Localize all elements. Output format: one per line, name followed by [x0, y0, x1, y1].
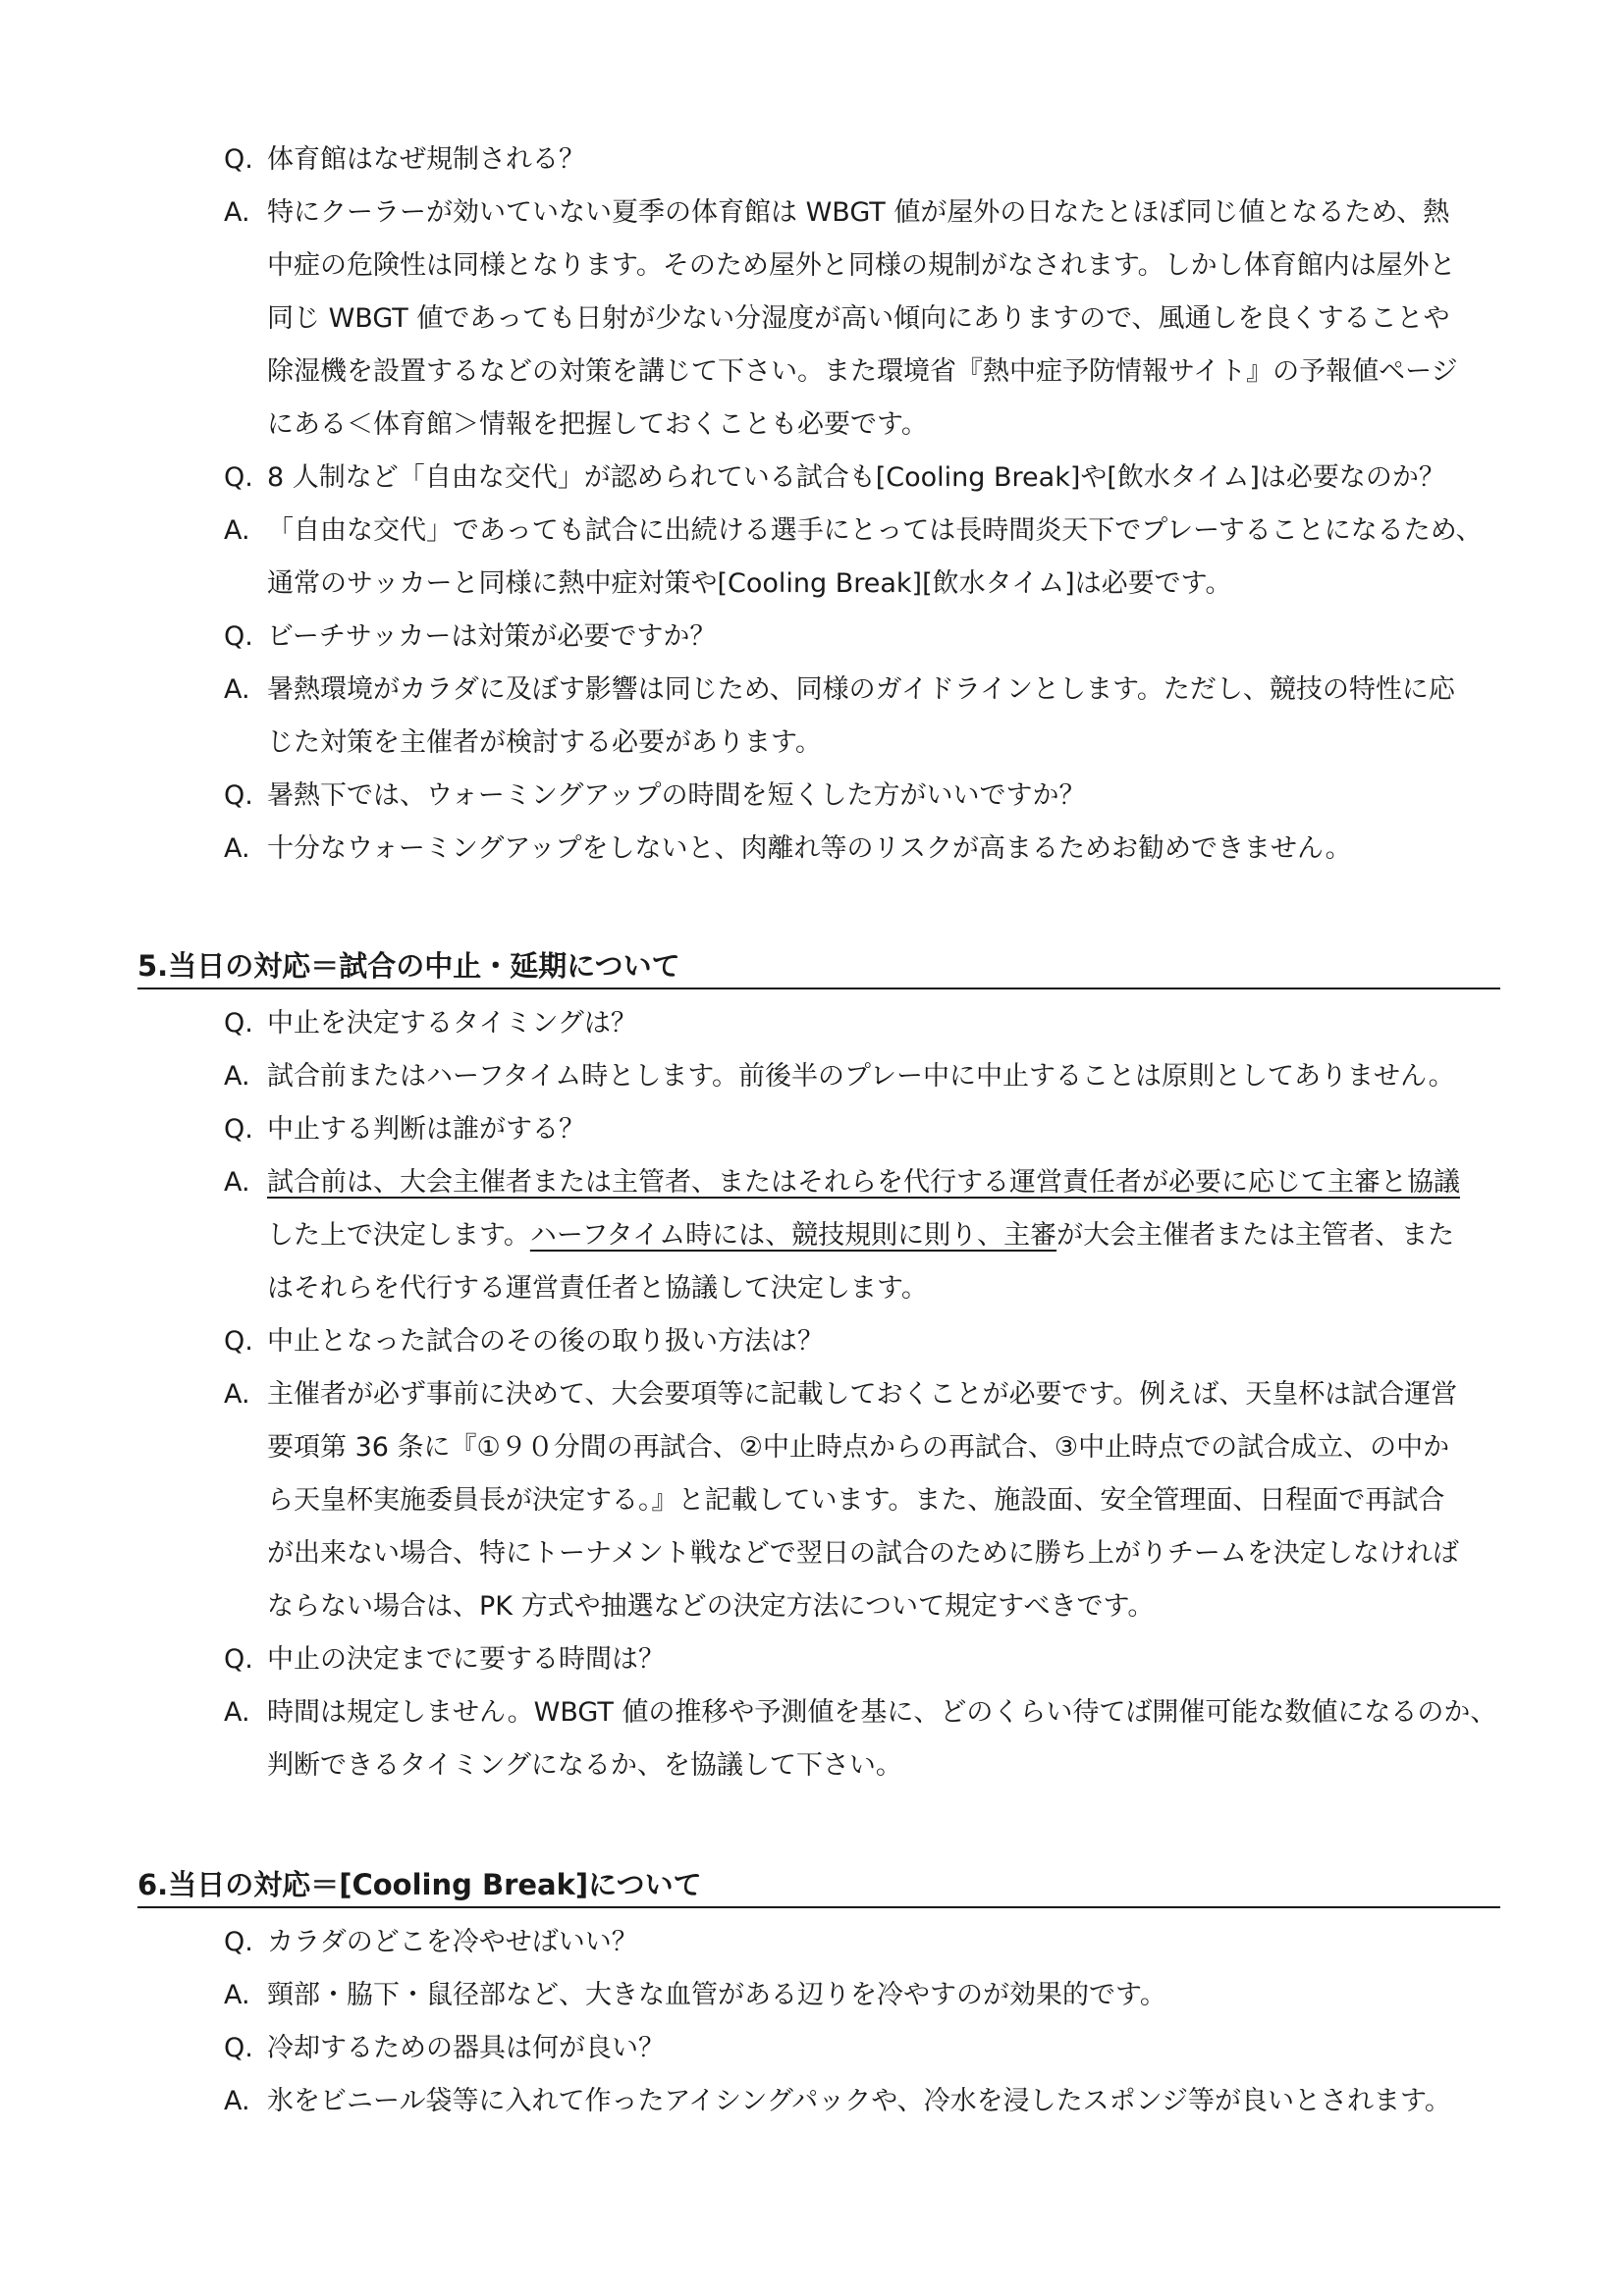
- answer-text: 同じ WBGT 値であっても日射が少ない分湿度が高い傾向にありますので、風通しを良くすることや: [267, 303, 1450, 334]
- answer-text: した上で決定します。ハーフタイム時には、競技規則に則り、主審が大会主催者または主管者、また: [267, 1220, 1455, 1251]
- answer-marker: A.: [224, 1980, 250, 2010]
- question-marker: Q.: [224, 144, 253, 175]
- answer-text: 判断できるタイミングになるか、を協議して下さい。: [267, 1750, 902, 1781]
- faq-list-section-5: [0, 997, 1624, 1792]
- answer-text: じた対策を主催者が検討する必要があります。: [267, 727, 822, 758]
- question-marker: Q.: [224, 1927, 253, 1957]
- answer-marker: A.: [224, 1167, 250, 1198]
- answer-text: ら天皇杯実施委員長が決定する。』と記載しています。また、施設面、安全管理面、日程面で再試合: [267, 1485, 1445, 1516]
- question-marker: Q.: [224, 462, 253, 493]
- answer-row: [0, 717, 1624, 770]
- question-row: [0, 452, 1624, 505]
- answer-marker: A.: [224, 1379, 250, 1410]
- answer-text: 氷をビニール袋等に入れて作ったアイシングパックや、冷水を浸したスポンジ等が良いとされます。: [267, 2086, 1451, 2116]
- answer-row: [0, 1421, 1624, 1474]
- answer-text: 時間は規定しません。WBGT 値の推移や予測値を基に、どのくらい待てば開催可能な数値になるのか、: [267, 1697, 1497, 1728]
- question-text: 中止の決定までに要する時間は？: [267, 1644, 665, 1675]
- answer-text: はそれらを代行する運営責任者と協議して決定します。: [267, 1273, 928, 1304]
- answer-marker: A.: [224, 1697, 250, 1728]
- answer-row: [0, 1969, 1624, 2022]
- answer-row: [0, 1156, 1624, 1209]
- answer-text: 頸部・脇下・鼠径部など、大きな血管がある辺りを冷やすのが効果的です。: [267, 1980, 1166, 2010]
- question-text: 中止となった試合のその後の取り扱い方法は？: [267, 1326, 824, 1357]
- question-marker: Q.: [224, 1114, 253, 1145]
- question-text: 中止を決定するタイミングは？: [267, 1008, 637, 1039]
- answer-row: [0, 240, 1624, 293]
- answer-marker: A.: [224, 833, 250, 864]
- question-row: [0, 1633, 1624, 1686]
- question-row: [0, 1315, 1624, 1368]
- question-text: 体育館はなぜ規制される？: [267, 144, 585, 175]
- answer-row: [0, 293, 1624, 346]
- answer-text: 暑熱環境がカラダに及ぼす影響は同じため、同様のガイドラインとします。ただし、競技の特性に応: [267, 674, 1455, 705]
- question-row: [0, 997, 1624, 1050]
- answer-marker: A.: [224, 674, 250, 705]
- answer-row: [0, 1739, 1624, 1792]
- answer-row: [0, 1474, 1624, 1527]
- answer-row: [0, 346, 1624, 399]
- question-marker: Q.: [224, 780, 253, 811]
- question-text: ビーチサッカーは対策が必要ですか？: [267, 621, 717, 652]
- answer-text: 試合前は、大会主催者または主管者、またはそれらを代行する運営責任者が必要に応じて主審と協議: [267, 1167, 1460, 1198]
- question-text: 暑熱下では、ウォーミングアップの時間を短くした方がいいですか？: [267, 780, 1086, 811]
- answer-row: [0, 1262, 1624, 1315]
- answer-row: [0, 823, 1624, 876]
- answer-row: [0, 1686, 1624, 1739]
- answer-row: [0, 2075, 1624, 2128]
- question-marker: Q.: [224, 1644, 253, 1675]
- answer-text: 要項第 36 条に『①９０分間の再試合、②中止時点からの再試合、③中止時点での試合成立、の中か: [267, 1432, 1450, 1463]
- answer-text: にある＜体育館＞情報を把握しておくことも必要です。: [267, 409, 928, 440]
- question-row: [0, 611, 1624, 664]
- answer-row: [0, 1368, 1624, 1421]
- answer-row: [0, 399, 1624, 452]
- answer-text: 試合前またはハーフタイム時とします。前後半のプレー中に中止することは原則としてありません。: [267, 1061, 1455, 1092]
- question-text: 冷却するための器具は何が良い？: [267, 2033, 665, 2063]
- question-marker: Q.: [224, 1326, 253, 1357]
- answer-marker: A.: [224, 197, 250, 228]
- section-5-heading: 5.当日の対応＝試合の中止・延期について: [137, 944, 1500, 989]
- answer-row: [0, 505, 1624, 558]
- answer-text: 十分なウォーミングアップをしないと、肉離れ等のリスクが高まるためお勧めできません。: [267, 833, 1352, 864]
- answer-row: [0, 664, 1624, 717]
- question-row: [0, 2022, 1624, 2075]
- question-marker: Q.: [224, 1008, 253, 1039]
- question-row: [0, 133, 1624, 187]
- answer-text: 中症の危険性は同様となります。そのため屋外と同様の規制がなされます。しかし体育館内は屋外と: [267, 250, 1456, 281]
- answer-marker: A.: [224, 1061, 250, 1092]
- answer-text: ならない場合は、PK 方式や抽選などの決定方法について規定すべきです。: [267, 1591, 1155, 1622]
- question-row: [0, 1916, 1624, 1969]
- question-marker: Q.: [224, 621, 253, 652]
- answer-text: 「自由な交代」であっても試合に出続ける選手にとっては長時間炎天下でプレーすることになるため、: [267, 515, 1483, 546]
- question-row: [0, 770, 1624, 823]
- answer-row: [0, 1527, 1624, 1580]
- faq-list-top: [0, 133, 1624, 876]
- answer-row: [0, 558, 1624, 611]
- answer-marker: A.: [224, 2086, 250, 2116]
- answer-row: [0, 1209, 1624, 1262]
- question-row: [0, 1103, 1624, 1156]
- answer-text: が出来ない場合、特にトーナメント戦などで翌日の試合のために勝ち上がりチームを決定しなければ: [267, 1538, 1459, 1569]
- question-text: 8 人制など「自由な交代」が認められている試合も[Cooling Break]や[飲水タイム]は必要なのか？: [267, 462, 1445, 493]
- section-6-heading: 6.当日の対応＝[Cooling Break]について: [137, 1863, 1500, 1908]
- answer-text: 主催者が必ず事前に決めて、大会要項等に記載しておくことが必要です。例えば、天皇杯は試合運営: [267, 1379, 1458, 1410]
- faq-list-section-6: [0, 1916, 1624, 2128]
- question-text: カラダのどこを冷やせばいい？: [267, 1927, 638, 1957]
- question-marker: Q.: [224, 2033, 253, 2063]
- answer-text: 除湿機を設置するなどの対策を講じて下さい。また環境省『熱中症予防情報サイト』の予報値ページ: [267, 356, 1458, 387]
- question-text: 中止する判断は誰がする？: [267, 1114, 585, 1145]
- answer-marker: A.: [224, 515, 250, 546]
- answer-row: [0, 187, 1624, 240]
- answer-text: 通常のサッカーと同様に熱中症対策や[Cooling Break][飲水タイム]は必要です。: [267, 568, 1232, 599]
- answer-row: [0, 1050, 1624, 1103]
- answer-row: [0, 1580, 1624, 1633]
- answer-text: 特にクーラーが効いていない夏季の体育館は WBGT 値が屋外の日なたとほぼ同じ値となるため、熱: [267, 197, 1450, 228]
